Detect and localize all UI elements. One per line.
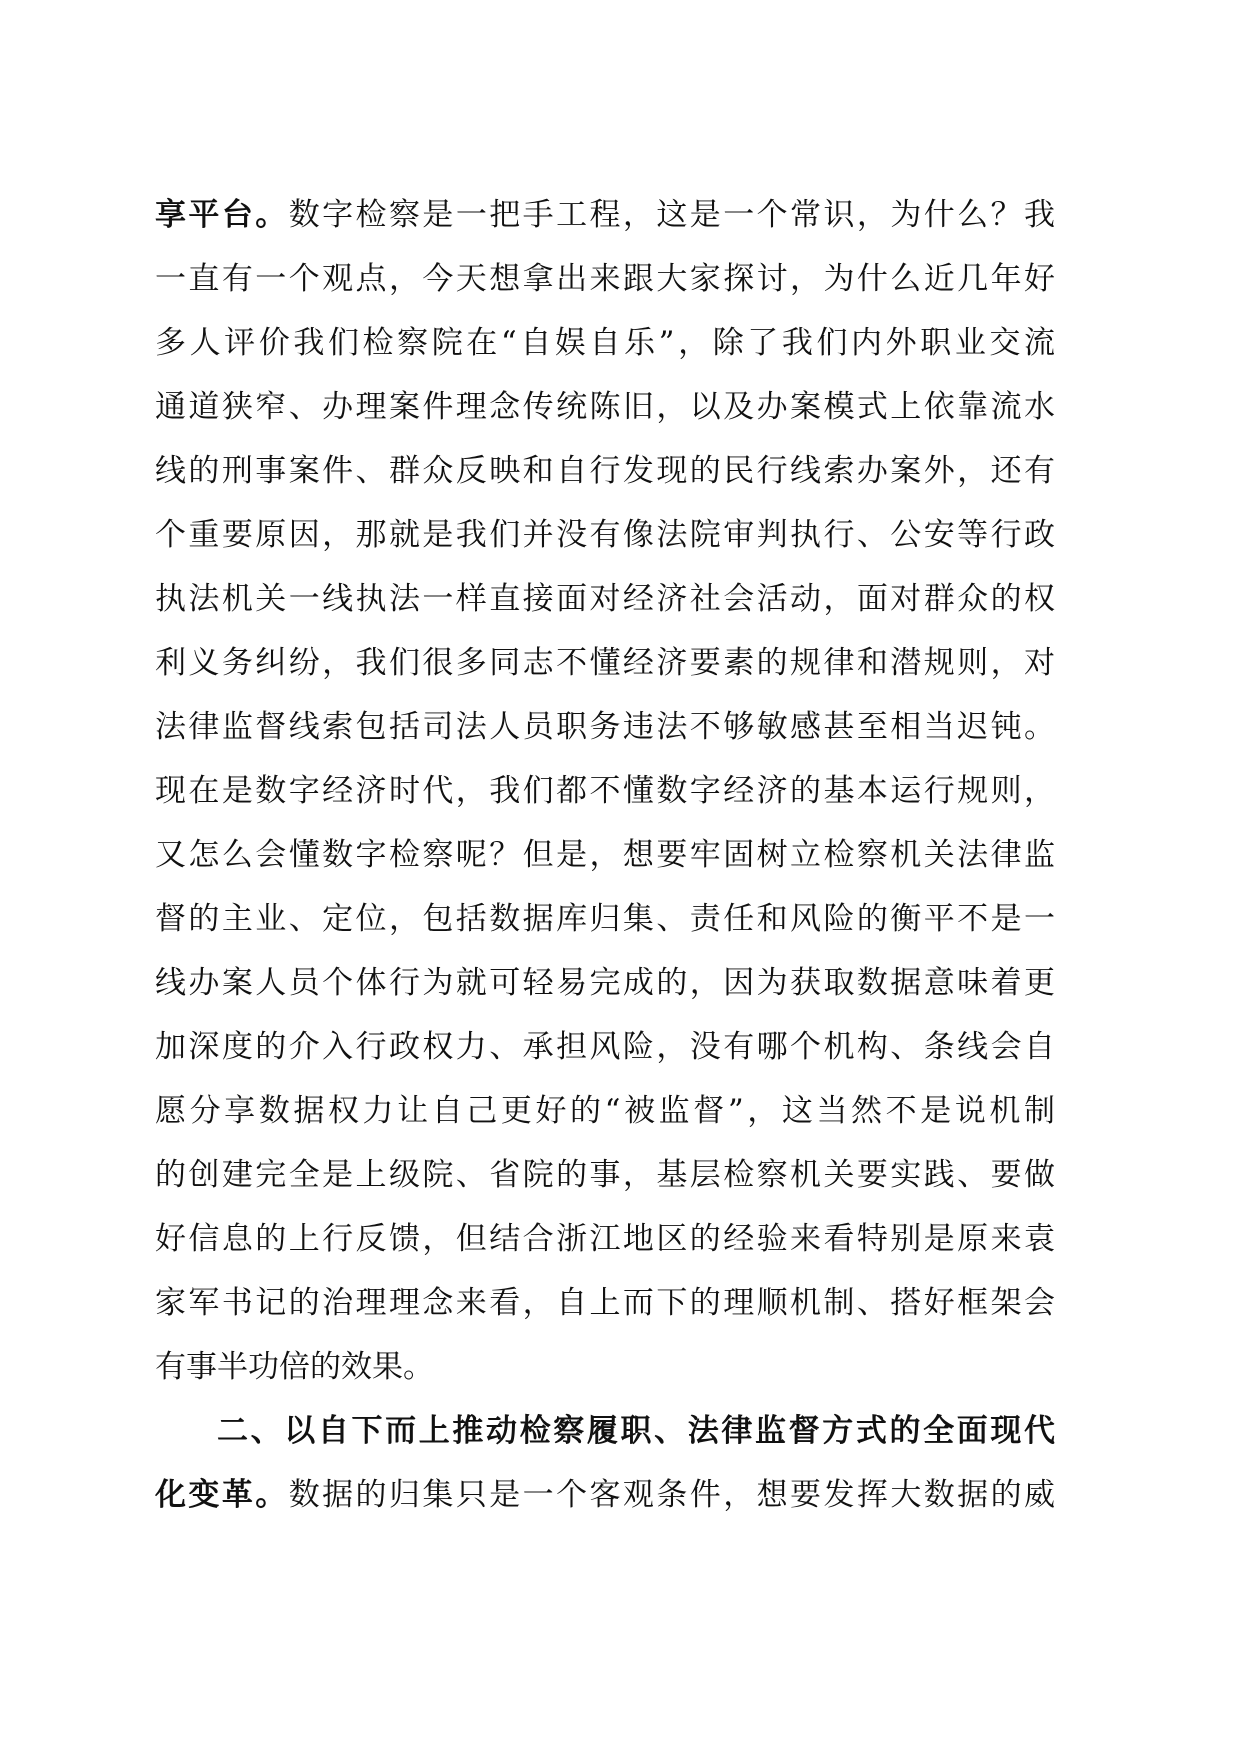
paragraph-line: 线的刑事案件、群众反映和自行发现的民行线索办案外，还有 [155,453,1055,489]
paragraph-line: 加深度的介入行政权力、承担风险，没有哪个机构、条线会自 [155,1029,1055,1065]
section-heading: 二、以自下而上推动检察履职、法律监督方式的全面现代 [217,1413,1055,1449]
paragraph-line: 现在是数字经济时代，我们都不懂数字经济的基本运行规则， [155,773,1055,809]
document-body [155,183,1055,1527]
paragraph-line: 个重要原因，那就是我们并没有像法院审判执行、公安等行政 [155,517,1055,553]
paragraph-line: 通道狭窄、办理案件理念传统陈旧，以及办案模式上依靠流水 [155,389,1055,425]
paragraph-line: 一直有一个观点，今天想拿出来跟大家探讨，为什么近几年好 [155,261,1055,297]
section-text: 数据的归集只是一个客观条件，想要发挥大数据的威 [288,1477,1056,1513]
section-heading-end: 化变革。 [155,1477,289,1513]
bold-lead-text: 享平台。 [155,197,289,233]
paragraph-line: 的创建完全是上级院、省院的事，基层检察机关要实践、要做 [155,1157,1055,1193]
paragraph-line: 好信息的上行反馈，但结合浙江地区的经验来看特别是原来袁 [155,1221,1055,1257]
paragraph-line: 法律监督线索包括司法人员职务违法不够敏感甚至相当迟钝。 [155,709,1055,745]
section-heading-continued [155,1463,1055,1527]
paragraph-line: 利义务纠纷，我们很多同志不懂经济要素的规律和潜规则，对 [155,645,1055,681]
paragraph-line: 愿分享数据权力让自己更好的“被监督”，这当然不是说机制 [155,1093,1055,1129]
paragraph-line: 督的主业、定位，包括数据库归集、责任和风险的衡平不是一 [155,901,1055,937]
paragraph-line: 执法机关一线执法一样直接面对经济社会活动，面对群众的权 [155,581,1055,617]
paragraph-line: 又怎么会懂数字检察呢？但是，想要牢固树立检察机关法律监 [155,837,1055,873]
paragraph-line-text: 数字检察是一把手工程，这是一个常识，为什么？我 [288,197,1056,233]
paragraph-line [155,183,1055,247]
paragraph-line: 家军书记的治理理念来看，自上而下的理顺机制、搭好框架会 [155,1285,1055,1321]
paragraph-line: 线办案人员个体行为就可轻易完成的，因为获取数据意味着更 [155,965,1055,1001]
paragraph-line: 多人评价我们检察院在“自娱自乐”，除了我们内外职业交流 [155,325,1055,361]
paragraph-last-line: 有事半功倍的效果。 [155,1349,434,1385]
